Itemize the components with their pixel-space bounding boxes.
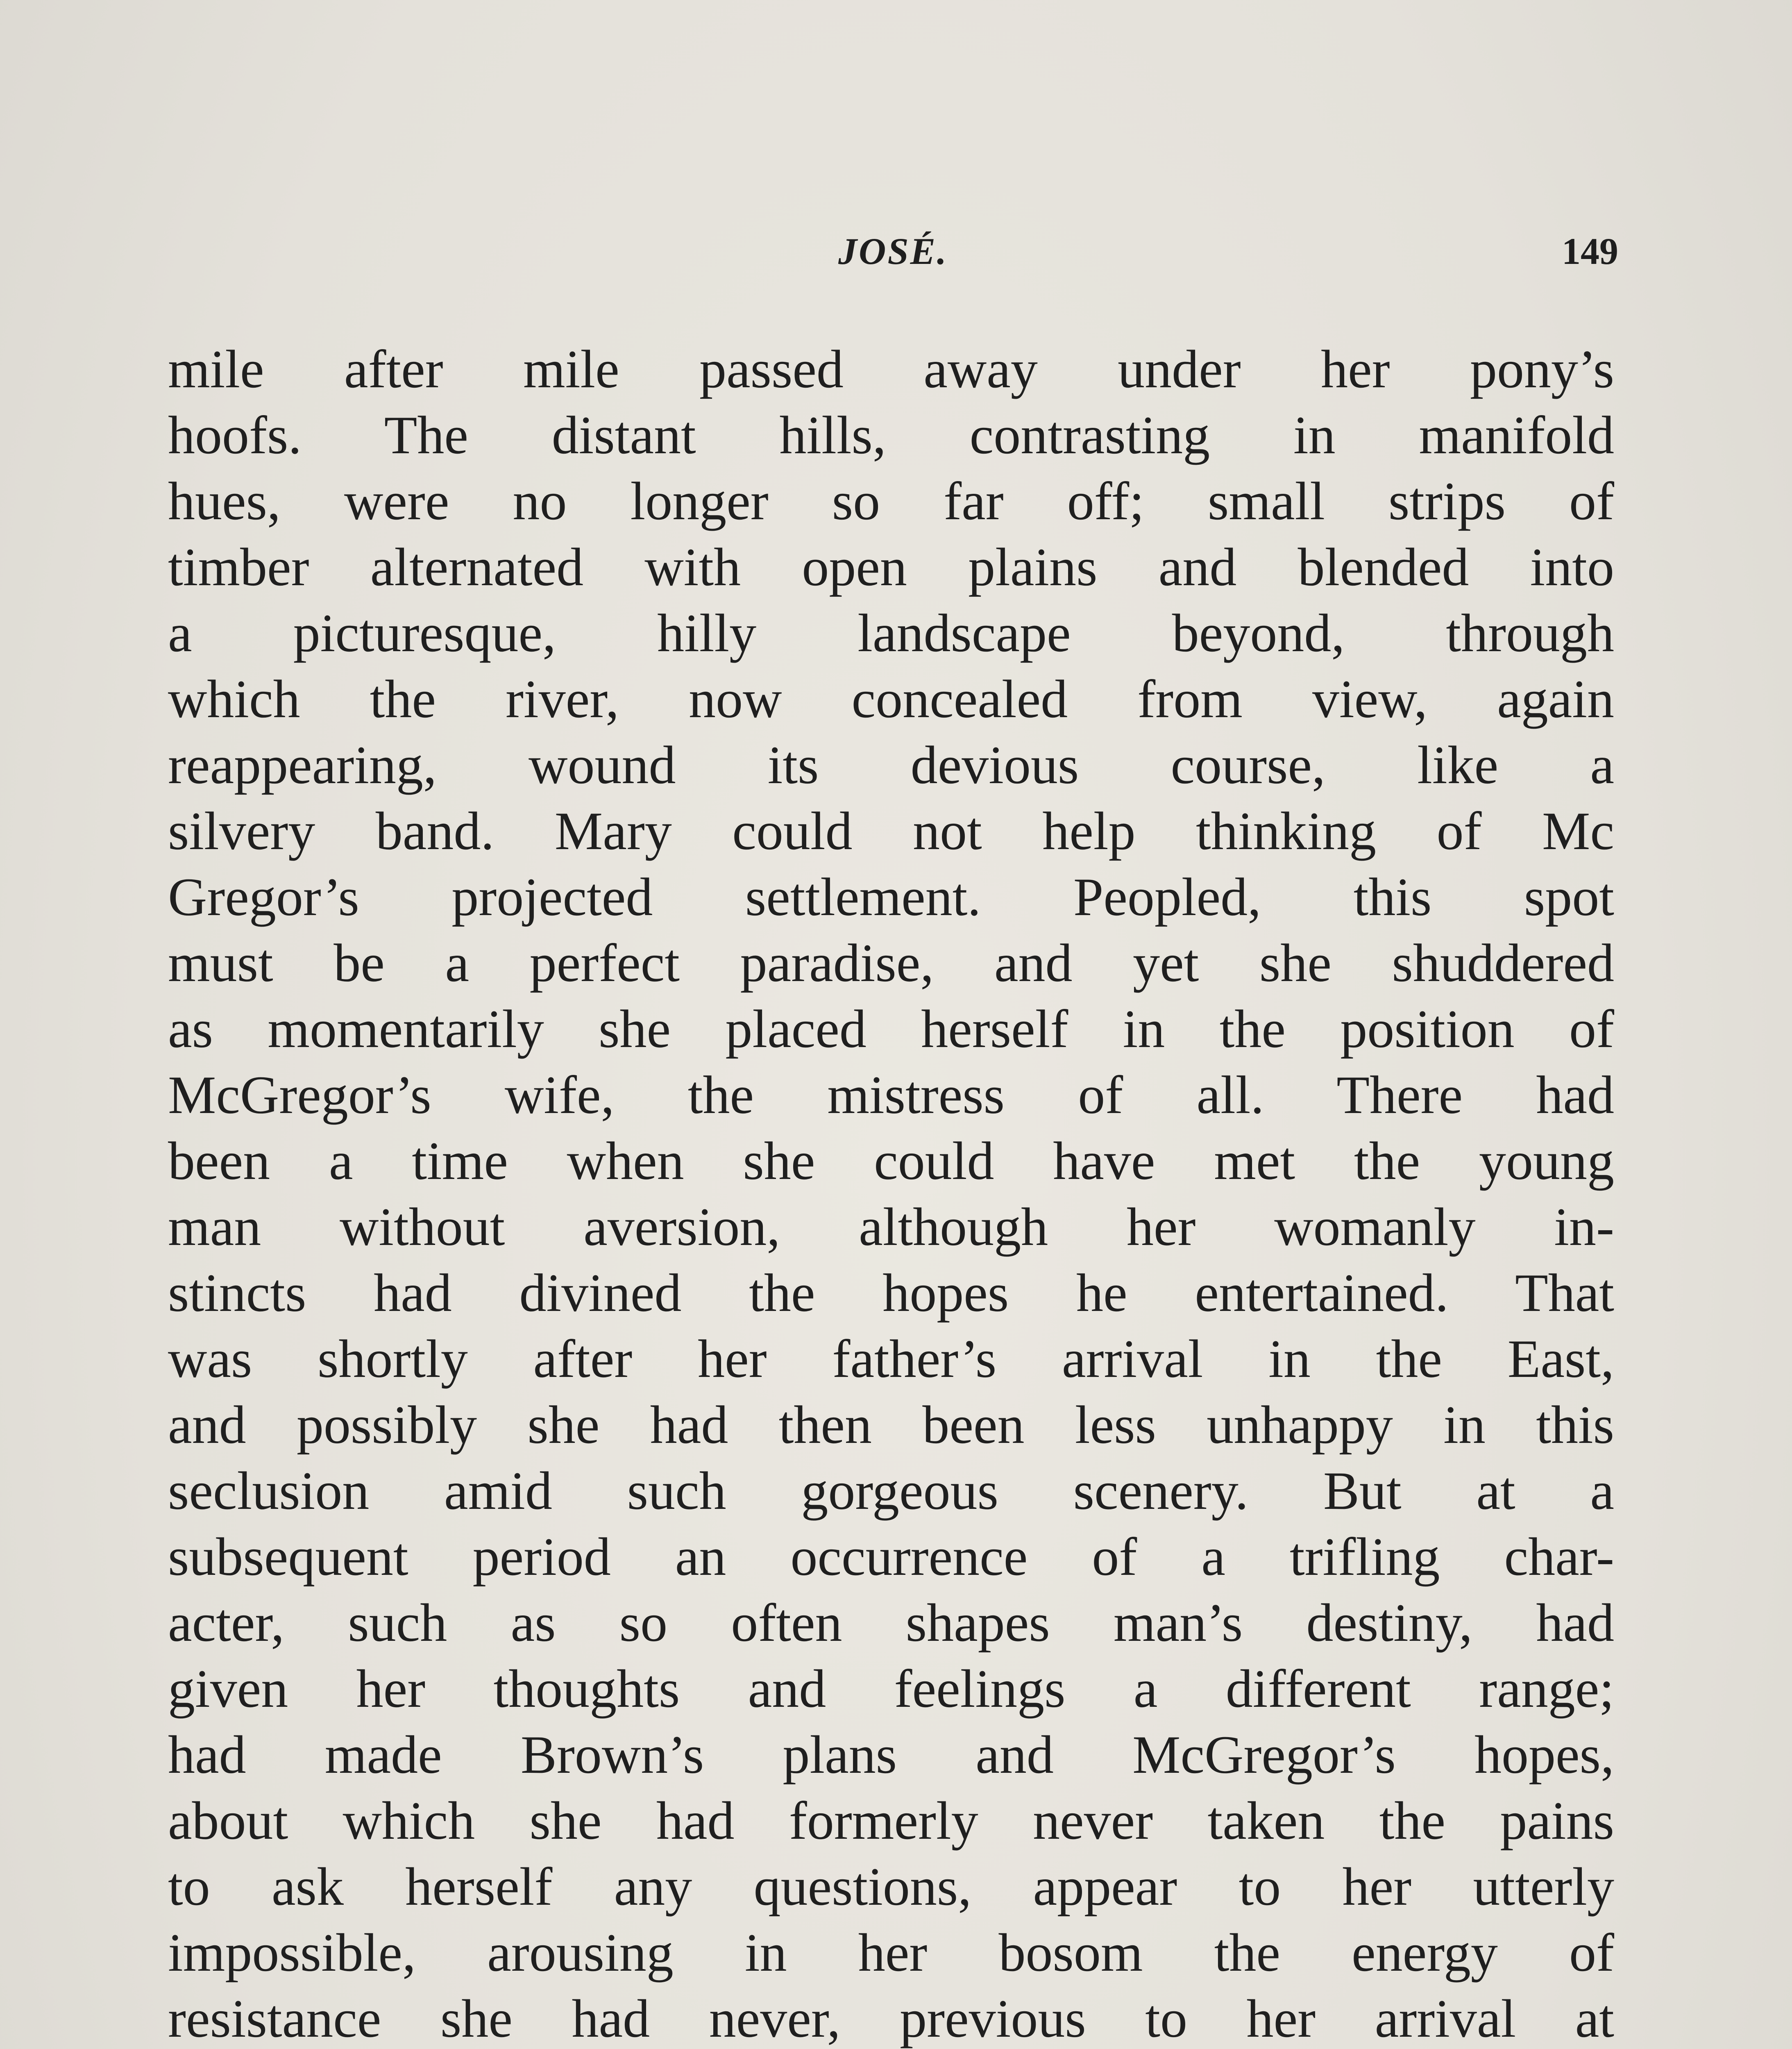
text-line: Gregor’s projected settlement. Peopled, this spot <box>168 867 1614 927</box>
page-number: 149 <box>1562 230 1618 272</box>
text-line: to ask herself any questions, appear to her utterly <box>168 1856 1614 1917</box>
text-line: reappearing, wound its devious course, like a <box>168 735 1614 795</box>
text-line: stincts had divined the hopes he entertained. That <box>168 1263 1614 1323</box>
text-line: a picturesque, hilly landscape beyond, through <box>168 603 1614 663</box>
text-line: timber alternated with open plains and blended into <box>168 537 1614 597</box>
running-title: JOSÉ. <box>838 230 948 272</box>
text-line: was shortly after her father’s arrival in the East, <box>168 1329 1614 1389</box>
text-line: hoofs. The distant hills, contrasting in manifold <box>168 405 1614 465</box>
text-line: subsequent period an occurrence of a trifling char- <box>168 1527 1614 1587</box>
text-line: which the river, now concealed from view, again <box>168 669 1614 729</box>
text-line: man without aversion, although her womanly in- <box>168 1197 1614 1257</box>
text-line: impossible, arousing in her bosom the energy of <box>168 1922 1614 1983</box>
text-line: had made Brown’s plans and McGregor’s hopes, <box>168 1724 1614 1785</box>
text-line: mile after mile passed away under her pony’s <box>168 339 1614 399</box>
body-text <box>168 336 1614 2049</box>
text-line: as momentarily she placed herself in the position of <box>168 999 1614 1059</box>
text-line: about which she had formerly never taken the pains <box>168 1790 1614 1851</box>
text-line: and possibly she had then been less unhappy in this <box>168 1395 1614 1455</box>
text-line: resistance she had never, previous to her arrival at <box>168 1988 1614 2049</box>
page-header <box>168 229 1618 275</box>
text-line: acter, such as so often shapes man’s destiny, had <box>168 1592 1614 1653</box>
text-line: seclusion amid such gorgeous scenery. But at a <box>168 1461 1614 1521</box>
text-line: given her thoughts and feelings a different range; <box>168 1658 1614 1719</box>
text-line: silvery band. Mary could not help thinking of Mc <box>168 801 1614 861</box>
text-line: hues, were no longer so far off; small strips of <box>168 471 1614 531</box>
text-line: must be a perfect paradise, and yet she shuddered <box>168 933 1614 993</box>
text-line: been a time when she could have met the young <box>168 1131 1614 1191</box>
text-line: McGregor’s wife, the mistress of all. There had <box>168 1065 1614 1125</box>
